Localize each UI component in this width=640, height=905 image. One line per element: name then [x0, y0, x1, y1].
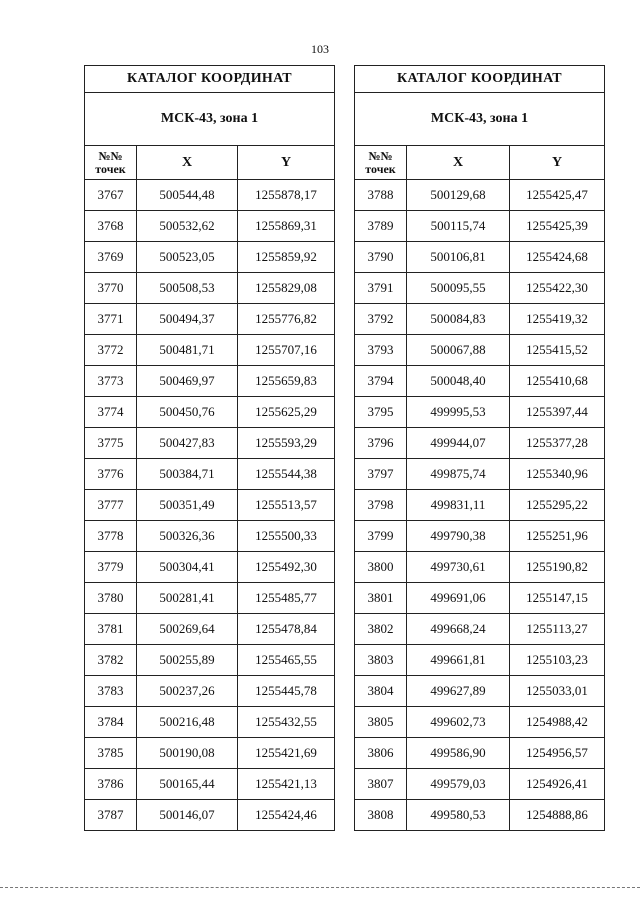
point-number-cell: 3779: [85, 552, 137, 583]
table-row: [85, 242, 335, 273]
point-number-cell: 3798: [355, 490, 407, 521]
point-number-cell: 3784: [85, 707, 137, 738]
point-number-cell: 3790: [355, 242, 407, 273]
point-number-cell: 3805: [355, 707, 407, 738]
point-number-cell: 3786: [85, 769, 137, 800]
header-num-line2: точек: [365, 161, 396, 176]
header-num-line1: №№: [98, 148, 123, 163]
y-coordinate-cell: 1255478,84: [238, 614, 335, 645]
x-coordinate-cell: 500115,74: [407, 211, 510, 242]
point-number-cell: 3781: [85, 614, 137, 645]
catalog-title: КАТАЛОГ КООРДИНАТ: [85, 66, 335, 93]
y-coordinate-cell: 1255415,52: [510, 335, 605, 366]
table-row: [85, 769, 335, 800]
y-coordinate-cell: 1255776,82: [238, 304, 335, 335]
table-row: [85, 614, 335, 645]
y-coordinate-cell: 1255424,68: [510, 242, 605, 273]
point-number-cell: 3807: [355, 769, 407, 800]
point-number-cell: 3789: [355, 211, 407, 242]
column-header-y: Y: [238, 146, 335, 180]
y-coordinate-cell: 1255485,77: [238, 583, 335, 614]
x-coordinate-cell: 500190,08: [137, 738, 238, 769]
x-coordinate-cell: 500255,89: [137, 645, 238, 676]
x-coordinate-cell: 499875,74: [407, 459, 510, 490]
x-coordinate-cell: 499995,53: [407, 397, 510, 428]
table-row: [85, 366, 335, 397]
y-coordinate-cell: 1255425,47: [510, 180, 605, 211]
point-number-cell: 3771: [85, 304, 137, 335]
table-row: [355, 459, 605, 490]
x-coordinate-cell: 499586,90: [407, 738, 510, 769]
column-header-x: X: [407, 146, 510, 180]
point-number-cell: 3787: [85, 800, 137, 831]
x-coordinate-cell: 500469,97: [137, 366, 238, 397]
y-coordinate-cell: 1255190,82: [510, 552, 605, 583]
table-row: [85, 800, 335, 831]
x-coordinate-cell: 500048,40: [407, 366, 510, 397]
point-number-cell: 3769: [85, 242, 137, 273]
x-coordinate-cell: 499944,07: [407, 428, 510, 459]
point-number-cell: 3796: [355, 428, 407, 459]
point-number-cell: 3793: [355, 335, 407, 366]
table-row: [355, 428, 605, 459]
y-coordinate-cell: 1255425,39: [510, 211, 605, 242]
point-number-cell: 3794: [355, 366, 407, 397]
table-row: [85, 645, 335, 676]
x-coordinate-cell: 500427,83: [137, 428, 238, 459]
y-coordinate-cell: 1255424,46: [238, 800, 335, 831]
table-row: [85, 459, 335, 490]
point-number-cell: 3791: [355, 273, 407, 304]
point-number-cell: 3775: [85, 428, 137, 459]
table-row: [85, 738, 335, 769]
y-coordinate-cell: 1255500,33: [238, 521, 335, 552]
table-row: [355, 304, 605, 335]
y-coordinate-cell: 1255513,57: [238, 490, 335, 521]
x-coordinate-cell: 499691,06: [407, 583, 510, 614]
table-row: [85, 211, 335, 242]
x-coordinate-cell: 499668,24: [407, 614, 510, 645]
coordinate-catalog-right: [354, 65, 605, 831]
y-coordinate-cell: 1255419,32: [510, 304, 605, 335]
point-number-cell: 3783: [85, 676, 137, 707]
catalog-subtitle: МСК-43, зона 1: [355, 93, 605, 146]
table-row: [85, 273, 335, 304]
table-row: [85, 335, 335, 366]
y-coordinate-cell: 1255707,16: [238, 335, 335, 366]
x-coordinate-cell: 500304,41: [137, 552, 238, 583]
y-coordinate-cell: 1255147,15: [510, 583, 605, 614]
table-row: [355, 552, 605, 583]
y-coordinate-cell: 1255829,08: [238, 273, 335, 304]
table-row: [85, 180, 335, 211]
y-coordinate-cell: 1255295,22: [510, 490, 605, 521]
table-row: [85, 397, 335, 428]
table-row: [85, 676, 335, 707]
y-coordinate-cell: 1255377,28: [510, 428, 605, 459]
y-coordinate-cell: 1255492,30: [238, 552, 335, 583]
point-number-cell: 3802: [355, 614, 407, 645]
point-number-cell: 3780: [85, 583, 137, 614]
point-number-cell: 3773: [85, 366, 137, 397]
x-coordinate-cell: 499579,03: [407, 769, 510, 800]
point-number-cell: 3772: [85, 335, 137, 366]
table-row: [355, 707, 605, 738]
x-coordinate-cell: 499730,61: [407, 552, 510, 583]
table-row: [355, 490, 605, 521]
y-coordinate-cell: 1255421,13: [238, 769, 335, 800]
y-coordinate-cell: 1255659,83: [238, 366, 335, 397]
y-coordinate-cell: 1255432,55: [238, 707, 335, 738]
y-coordinate-cell: 1255103,23: [510, 645, 605, 676]
x-coordinate-cell: 499790,38: [407, 521, 510, 552]
table-row: [355, 738, 605, 769]
point-number-cell: 3768: [85, 211, 137, 242]
x-coordinate-cell: 500494,37: [137, 304, 238, 335]
x-coordinate-cell: 500508,53: [137, 273, 238, 304]
header-num-line2: точек: [95, 161, 126, 176]
table-row: [355, 180, 605, 211]
x-coordinate-cell: 500165,44: [137, 769, 238, 800]
y-coordinate-cell: 1255410,68: [510, 366, 605, 397]
column-header-point-number: [355, 146, 407, 180]
x-coordinate-cell: 500450,76: [137, 397, 238, 428]
table-row: [355, 800, 605, 831]
y-coordinate-cell: 1255340,96: [510, 459, 605, 490]
table-row: [355, 583, 605, 614]
point-number-cell: 3774: [85, 397, 137, 428]
y-coordinate-cell: 1255113,27: [510, 614, 605, 645]
point-number-cell: 3788: [355, 180, 407, 211]
header-num-line1: №№: [368, 148, 393, 163]
point-number-cell: 3804: [355, 676, 407, 707]
point-number-cell: 3767: [85, 180, 137, 211]
table-row: [85, 583, 335, 614]
x-coordinate-cell: 500216,48: [137, 707, 238, 738]
y-coordinate-cell: 1254956,57: [510, 738, 605, 769]
point-number-cell: 3797: [355, 459, 407, 490]
catalog-title: КАТАЛОГ КООРДИНАТ: [355, 66, 605, 93]
y-coordinate-cell: 1255465,55: [238, 645, 335, 676]
x-coordinate-cell: 500544,48: [137, 180, 238, 211]
point-number-cell: 3808: [355, 800, 407, 831]
coordinate-catalog-left: [84, 65, 335, 831]
point-number-cell: 3770: [85, 273, 137, 304]
table-row: [355, 645, 605, 676]
point-number-cell: 3799: [355, 521, 407, 552]
y-coordinate-cell: 1254888,86: [510, 800, 605, 831]
catalog-subtitle: МСК-43, зона 1: [85, 93, 335, 146]
x-coordinate-cell: 499661,81: [407, 645, 510, 676]
table-row: [355, 769, 605, 800]
x-coordinate-cell: 500129,68: [407, 180, 510, 211]
x-coordinate-cell: 499831,11: [407, 490, 510, 521]
x-coordinate-cell: 500237,26: [137, 676, 238, 707]
y-coordinate-cell: 1255878,17: [238, 180, 335, 211]
x-coordinate-cell: 499580,53: [407, 800, 510, 831]
table-row: [85, 490, 335, 521]
table-row: [355, 335, 605, 366]
x-coordinate-cell: 499602,73: [407, 707, 510, 738]
x-coordinate-cell: 500106,81: [407, 242, 510, 273]
x-coordinate-cell: 500095,55: [407, 273, 510, 304]
x-coordinate-cell: 500281,41: [137, 583, 238, 614]
table-row: [355, 211, 605, 242]
x-coordinate-cell: 500351,49: [137, 490, 238, 521]
y-coordinate-cell: 1255033,01: [510, 676, 605, 707]
x-coordinate-cell: 500084,83: [407, 304, 510, 335]
table-row: [85, 428, 335, 459]
x-coordinate-cell: 500067,88: [407, 335, 510, 366]
x-coordinate-cell: 499627,89: [407, 676, 510, 707]
y-coordinate-cell: 1255445,78: [238, 676, 335, 707]
table-row: [355, 614, 605, 645]
y-coordinate-cell: 1254988,42: [510, 707, 605, 738]
point-number-cell: 3792: [355, 304, 407, 335]
point-number-cell: 3785: [85, 738, 137, 769]
table-row: [355, 366, 605, 397]
x-coordinate-cell: 500384,71: [137, 459, 238, 490]
x-coordinate-cell: 500269,64: [137, 614, 238, 645]
point-number-cell: 3803: [355, 645, 407, 676]
table-row: [85, 304, 335, 335]
y-coordinate-cell: 1254926,41: [510, 769, 605, 800]
point-number-cell: 3777: [85, 490, 137, 521]
x-coordinate-cell: 500532,62: [137, 211, 238, 242]
point-number-cell: 3806: [355, 738, 407, 769]
point-number-cell: 3778: [85, 521, 137, 552]
y-coordinate-cell: 1255869,31: [238, 211, 335, 242]
point-number-cell: 3776: [85, 459, 137, 490]
y-coordinate-cell: 1255422,30: [510, 273, 605, 304]
x-coordinate-cell: 500146,07: [137, 800, 238, 831]
table-row: [85, 552, 335, 583]
y-coordinate-cell: 1255421,69: [238, 738, 335, 769]
y-coordinate-cell: 1255593,29: [238, 428, 335, 459]
point-number-cell: 3800: [355, 552, 407, 583]
y-coordinate-cell: 1255544,38: [238, 459, 335, 490]
point-number-cell: 3782: [85, 645, 137, 676]
point-number-cell: 3795: [355, 397, 407, 428]
page-number: 103: [311, 42, 329, 56]
table-row: [355, 242, 605, 273]
x-coordinate-cell: 500326,36: [137, 521, 238, 552]
x-coordinate-cell: 500523,05: [137, 242, 238, 273]
column-header-y: Y: [510, 146, 605, 180]
column-header-x: X: [137, 146, 238, 180]
table-row: [355, 521, 605, 552]
y-coordinate-cell: 1255397,44: [510, 397, 605, 428]
y-coordinate-cell: 1255251,96: [510, 521, 605, 552]
column-header-point-number: [85, 146, 137, 180]
table-row: [355, 676, 605, 707]
table-row: [355, 273, 605, 304]
y-coordinate-cell: 1255625,29: [238, 397, 335, 428]
point-number-cell: 3801: [355, 583, 407, 614]
table-row: [355, 397, 605, 428]
y-coordinate-cell: 1255859,92: [238, 242, 335, 273]
x-coordinate-cell: 500481,71: [137, 335, 238, 366]
page-footer-divider: [0, 887, 640, 888]
table-row: [85, 521, 335, 552]
table-row: [85, 707, 335, 738]
